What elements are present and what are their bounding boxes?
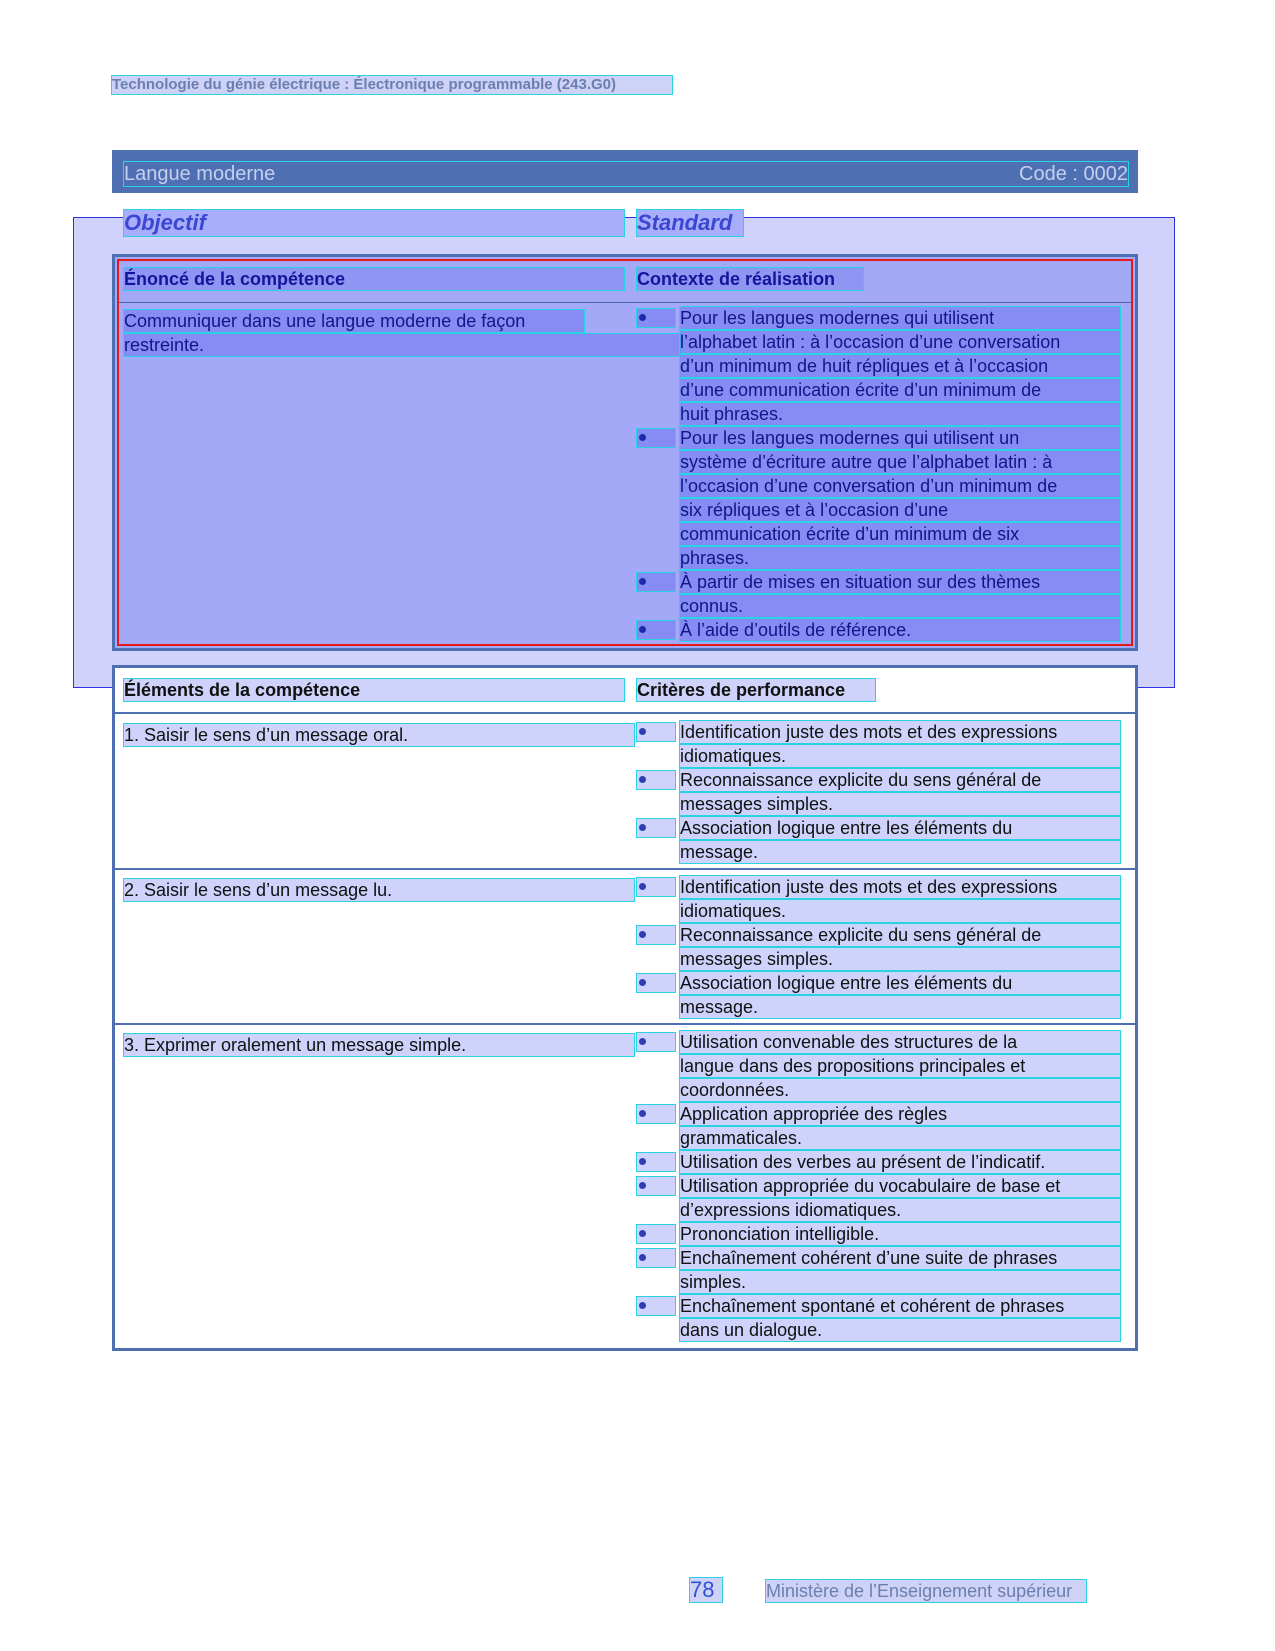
bullet-icon: [639, 1038, 646, 1045]
header-divider: [115, 712, 1135, 714]
bullet-text-line: l’alphabet latin : à l’occasion d’une conversation: [680, 331, 1120, 353]
bullet-marker: [637, 573, 675, 591]
statement-column-header: Énoncé de la compétence: [124, 268, 624, 290]
bullet-icon: [639, 1182, 646, 1189]
bullet-text-line: connus.: [680, 595, 1120, 617]
bullet-text-line: l’occasion d’une conversation d’un minimum de: [680, 475, 1120, 497]
bullet-marker: [637, 1177, 675, 1195]
bullet-marker: [637, 723, 675, 741]
bullet-icon: [639, 931, 646, 938]
objective-heading: Objectif: [124, 210, 624, 236]
bullet-text-line: Reconnaissance explicite du sens général de: [680, 924, 1120, 946]
bullet-marker: [637, 1105, 675, 1123]
bullet-marker: [637, 974, 675, 992]
bullet-text-line: grammaticales.: [680, 1127, 1120, 1149]
bullet-text-line: coordonnées.: [680, 1079, 1120, 1101]
bullet-icon: [639, 776, 646, 783]
title-bar: [112, 150, 1138, 193]
row-divider: [115, 868, 1135, 870]
bullet-marker: [637, 1249, 675, 1267]
criteria-column-header: Critères de performance: [637, 679, 875, 701]
bullet-text-line: six répliques et à l’occasion d’une: [680, 499, 1120, 521]
bullet-marker: [637, 1297, 675, 1315]
bullet-text-line: Association logique entre les éléments du: [680, 817, 1120, 839]
bullet-marker: [637, 1153, 675, 1171]
bullet-icon: [639, 979, 646, 986]
bullet-text-line: d’expressions idiomatiques.: [680, 1199, 1120, 1221]
bullet-icon: [639, 1158, 646, 1165]
bullet-icon: [639, 314, 646, 321]
bullet-text-line: Pour les langues modernes qui utilisent: [680, 307, 1120, 329]
bullet-marker: [637, 926, 675, 944]
bullet-icon: [639, 1302, 646, 1309]
bullet-text-line: Enchaînement spontané et cohérent de phrases: [680, 1295, 1120, 1317]
bullet-text-line: message.: [680, 841, 1120, 863]
bullet-text-line: Identification juste des mots et des expressions: [680, 876, 1120, 898]
bullet-text-line: Application appropriée des règles: [680, 1103, 1120, 1125]
bullet-text-line: simples.: [680, 1271, 1120, 1293]
bullet-text-line: huit phrases.: [680, 403, 1120, 425]
bullet-text-line: Identification juste des mots et des expressions: [680, 721, 1120, 743]
bullet-marker: [637, 771, 675, 789]
footer-ministry: Ministère de l’Enseignement supérieur: [766, 1580, 1086, 1602]
bullet-icon: [639, 883, 646, 890]
element-label: 1. Saisir le sens d’un message oral.: [124, 724, 634, 746]
bullet-icon: [639, 578, 646, 585]
bullet-text-line: À l’aide d’outils de référence.: [680, 619, 1120, 641]
bullet-text-line: phrases.: [680, 547, 1120, 569]
elements-column-header: Éléments de la compétence: [124, 679, 624, 701]
bullet-marker: [637, 621, 675, 639]
bullet-icon: [639, 1230, 646, 1237]
bullet-marker: [637, 1033, 675, 1051]
bullet-marker: [637, 1225, 675, 1243]
bullet-text-line: idiomatiques.: [680, 900, 1120, 922]
bullet-text-line: message.: [680, 996, 1120, 1018]
bullet-text-line: Enchaînement cohérent d’une suite de phrases: [680, 1247, 1120, 1269]
course-code: Code : 0002: [1019, 162, 1128, 185]
bullet-text-line: Pour les langues modernes qui utilisent un: [680, 427, 1120, 449]
bullet-text-line: d’une communication écrite d’un minimum de: [680, 379, 1120, 401]
standard-heading: Standard: [637, 210, 743, 236]
bullet-text-line: Reconnaissance explicite du sens général de: [680, 769, 1120, 791]
bullet-text-line: communication écrite d’un minimum de six: [680, 523, 1120, 545]
bullet-text-line: À partir de mises en situation sur des thèmes: [680, 571, 1120, 593]
bullet-text-line: Utilisation convenable des structures de la: [680, 1031, 1120, 1053]
bullet-text-line: système d’écriture autre que l’alphabet latin : à: [680, 451, 1120, 473]
bullet-icon: [639, 1254, 646, 1261]
bullet-marker: [637, 429, 675, 447]
bullet-text-line: Utilisation appropriée du vocabulaire de base et: [680, 1175, 1120, 1197]
bullet-text-line: langue dans des propositions principales et: [680, 1055, 1120, 1077]
bullet-text-line: d’un minimum de huit répliques et à l’occasion: [680, 355, 1120, 377]
element-label: 2. Saisir le sens d’un message lu.: [124, 879, 634, 901]
bullet-icon: [639, 728, 646, 735]
element-label: 3. Exprimer oralement un message simple.: [124, 1034, 634, 1056]
page-number: 78: [690, 1578, 722, 1602]
header-divider: [119, 302, 1131, 303]
bullet-marker: [637, 819, 675, 837]
bullet-icon: [639, 434, 646, 441]
bullet-marker: [637, 878, 675, 896]
statement-line: Communiquer dans une langue moderne de façon: [124, 310, 584, 332]
bullet-text-line: Utilisation des verbes au présent de l’indicatif.: [680, 1151, 1120, 1173]
bullet-marker: [637, 309, 675, 327]
bullet-icon: [639, 626, 646, 633]
bullet-text-line: messages simples.: [680, 793, 1120, 815]
bullet-text-line: idiomatiques.: [680, 745, 1120, 767]
bullet-text-line: dans un dialogue.: [680, 1319, 1120, 1341]
bullet-text-line: Prononciation intelligible.: [680, 1223, 1120, 1245]
running-header: Technologie du génie électrique : Électronique programmable (243.G0): [112, 76, 672, 94]
row-divider: [115, 1023, 1135, 1025]
bullet-icon: [639, 1110, 646, 1117]
course-title: Langue moderne: [124, 162, 276, 185]
context-column-header: Contexte de réalisation: [637, 268, 863, 290]
statement-line: restreinte.: [124, 334, 680, 356]
bullet-icon: [639, 824, 646, 831]
bullet-text-line: Association logique entre les éléments du: [680, 972, 1120, 994]
bullet-text-line: messages simples.: [680, 948, 1120, 970]
